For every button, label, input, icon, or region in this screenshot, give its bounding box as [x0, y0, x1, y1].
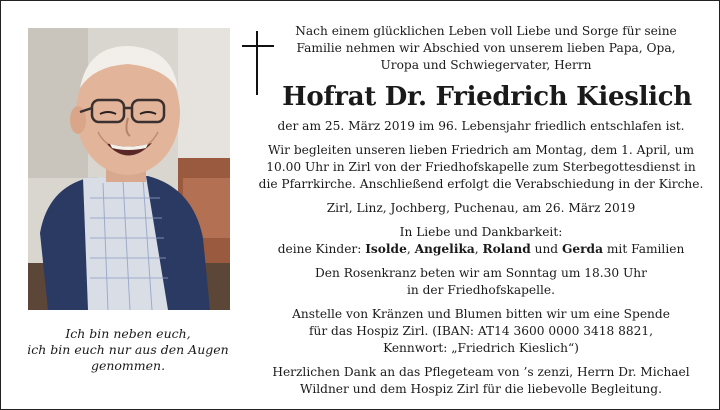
child-name: Angelika: [414, 242, 475, 256]
separator: ,: [406, 242, 415, 256]
donation-line: für das Hospiz Zirl. (IBAN: AT14 3600 0000 3418 8821,: [308, 324, 654, 338]
child-name: Gerda: [561, 242, 603, 256]
deceased-name: Hofrat Dr. Friedrich Kieslich: [282, 82, 692, 112]
thanks-line: Wildner und dem Hospiz Zirl für die liebevolle Begleitung.: [300, 382, 662, 396]
donation-line: Anstelle von Kränzen und Blumen bitten wir um eine Spende: [292, 307, 670, 321]
separator: ,: [474, 242, 483, 256]
funeral-line: 10.00 Uhr in Zirl von der Friedhofskapelle zum Sterbegottesdienst in: [266, 160, 696, 174]
notice-body: [256, 118, 706, 398]
rosary-line: Den Rosenkranz beten wir am Sonntag um 18.30 Uhr: [315, 266, 647, 280]
child-name: Roland: [482, 242, 531, 256]
place-date: Zirl, Linz, Jochberg, Puchenau, am 26. März 2019: [326, 201, 636, 215]
separator: und: [530, 242, 562, 256]
donation-line: Kennwort: „Friedrich Kieslich“): [383, 341, 579, 355]
intro-line: Uropa und Schwiegervater, Herrn: [380, 58, 592, 72]
family-suffix: mit Familien: [602, 242, 685, 256]
caption-line: genommen.: [90, 358, 166, 373]
photo-caption: [23, 326, 233, 374]
death-line: der am 25. März 2019 im 96. Lebensjahr friedlich entschlafen ist.: [277, 119, 685, 133]
intro-line: Nach einem glücklichen Leben voll Liebe und Sorge für seine: [295, 24, 677, 38]
caption-line: ich bin euch nur aus den Augen: [27, 342, 229, 357]
child-name: Isolde: [365, 242, 407, 256]
portrait-photo: [28, 28, 230, 310]
funeral-line: Wir begleiten unseren lieben Friedrich am Montag, dem 1. April, um: [267, 143, 695, 157]
intro-text: [271, 23, 701, 74]
portrait-illustration: [28, 28, 230, 310]
funeral-line: die Pfarrkirche. Anschließend erfolgt die Verabschiedung in der Kirche.: [258, 177, 704, 191]
caption-line: Ich bin neben euch,: [65, 326, 191, 341]
thanks-line: Herzlichen Dank an das Pflegeteam von ’s zenzi, Herrn Dr. Michael: [272, 365, 690, 379]
family-children: [256, 241, 706, 258]
family-intro: In Liebe und Dankbarkeit:: [399, 225, 563, 239]
family-prefix: deine Kinder:: [277, 242, 366, 256]
rosary-line: in der Friedhofskapelle.: [406, 283, 556, 297]
intro-line: Familie nehmen wir Abschied von unserem lieben Papa, Opa,: [296, 41, 676, 55]
